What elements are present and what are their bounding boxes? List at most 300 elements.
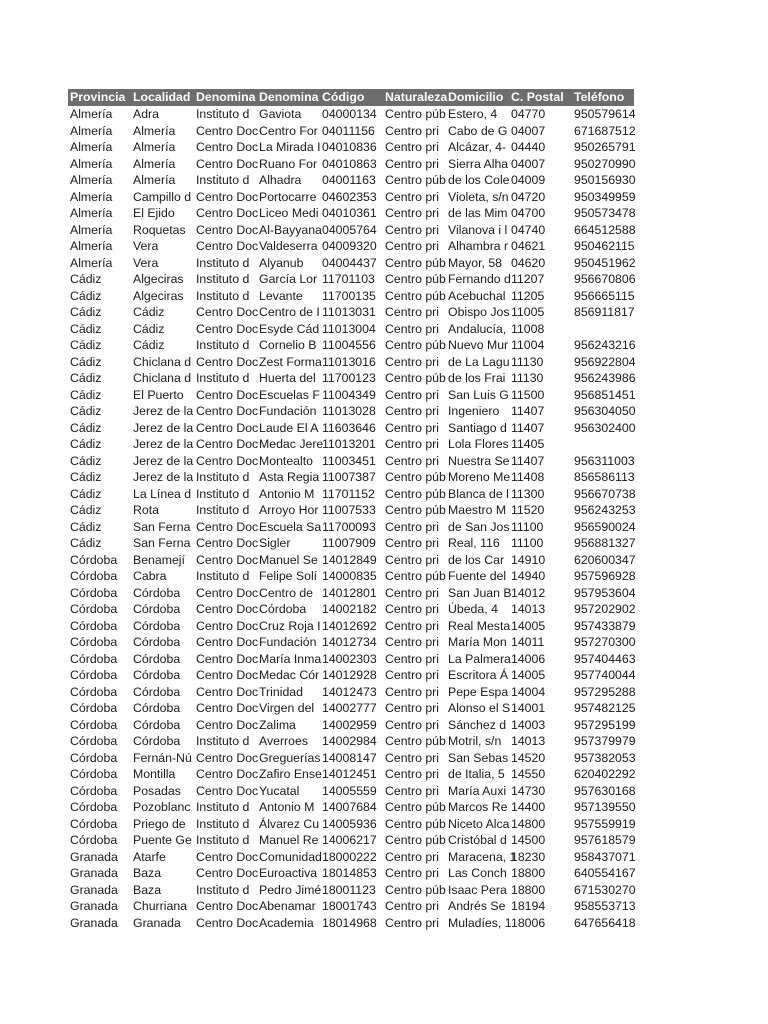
- cell-codigo-postal: 11300: [511, 486, 545, 501]
- header-row: [68, 89, 634, 106]
- cell-domicilio: Niceto Alca: [448, 816, 510, 831]
- cell-telefono: 956302400: [574, 420, 636, 435]
- cell-denominacion-generica: Centro Doc: [196, 140, 259, 154]
- cell-domicilio: Real, 116: [448, 536, 500, 550]
- cell-denominacion-generica: Centro Doc: [196, 717, 259, 732]
- cell-telefono: 620402292: [574, 767, 636, 781]
- table-row: [68, 222, 634, 239]
- cell-localidad: Jerez de la: [133, 420, 194, 435]
- cell-naturaleza: Centro pri: [385, 783, 439, 798]
- cell-codigo: 18014968: [322, 915, 377, 930]
- table-row: [68, 304, 634, 321]
- cell-telefono: 957596928: [574, 569, 636, 583]
- cell-codigo: 11701152: [322, 486, 375, 501]
- cell-codigo-postal: 14011: [511, 635, 545, 649]
- cell-domicilio: de los Cole: [448, 173, 510, 187]
- cell-telefono: 950270990: [574, 156, 636, 171]
- cell-telefono: 956243216: [574, 338, 636, 352]
- cell-localidad: Chiclana d: [133, 371, 192, 385]
- cell-provincia: Granada: [70, 882, 118, 897]
- cell-codigo: 14002984: [322, 734, 377, 748]
- cell-denominacion-especifica: Esyde Cád: [259, 321, 320, 336]
- cell-codigo: 11701103: [322, 272, 375, 286]
- cell-provincia: Cádiz: [70, 420, 102, 435]
- cell-domicilio: Nuestra Se: [448, 453, 510, 468]
- cell-codigo: 04011156: [322, 123, 375, 138]
- cell-denominacion-especifica: Greguerías: [259, 750, 321, 765]
- cell-denominacion-generica: Centro Doc: [196, 684, 259, 699]
- cell-telefono: 950451962: [574, 255, 636, 270]
- cell-provincia: Cádiz: [70, 536, 102, 550]
- cell-provincia: Almería: [70, 140, 113, 154]
- cell-codigo: 04005764: [322, 222, 377, 237]
- cell-codigo-postal: 11004: [511, 338, 545, 352]
- table-row: [68, 568, 634, 585]
- table-row: [68, 733, 634, 750]
- table-row: [68, 519, 634, 536]
- table-row: [68, 255, 634, 272]
- cell-codigo: 04004437: [322, 255, 377, 270]
- header-telefono: Teléfono: [572, 89, 634, 106]
- cell-codigo: 11013004: [322, 321, 376, 336]
- cell-denominacion-especifica: Alhadra: [259, 173, 302, 187]
- cell-naturaleza: Centro pri: [385, 437, 439, 451]
- cell-denominacion-generica: Centro Doc: [196, 156, 259, 171]
- cell-codigo: 04010836: [322, 140, 377, 154]
- table-row: [68, 618, 634, 635]
- table-row: [68, 750, 634, 767]
- cell-localidad: El Ejido: [133, 206, 175, 220]
- cell-naturaleza: Centro pri: [385, 618, 439, 633]
- table-row: [68, 717, 634, 734]
- cell-localidad: Almería: [133, 123, 176, 138]
- cell-localidad: Almería: [133, 173, 176, 187]
- cell-denominacion-especifica: Fundación: [259, 404, 317, 418]
- table-row: [68, 205, 634, 222]
- cell-provincia: Córdoba: [70, 552, 118, 567]
- cell-naturaleza: Centro púb: [385, 338, 446, 352]
- cell-domicilio: de los Car: [448, 552, 505, 567]
- cell-telefono: 664512588: [574, 222, 636, 237]
- cell-denominacion-generica: Centro Doc: [196, 206, 259, 220]
- cell-telefono: 957630168: [574, 783, 636, 798]
- cell-codigo: 18001123: [322, 882, 376, 897]
- cell-denominacion-especifica: Antonio M: [259, 486, 315, 501]
- cell-codigo-postal: 04740: [511, 222, 546, 237]
- cell-codigo-postal: 11407: [511, 453, 545, 468]
- cell-localidad: Baza: [133, 882, 162, 897]
- cell-denominacion-generica: Centro Doc: [196, 552, 259, 567]
- cell-denominacion-generica: Instituto d: [196, 288, 250, 303]
- cell-localidad: Jerez de la: [133, 404, 194, 418]
- cell-localidad: Montilla: [133, 767, 176, 781]
- cell-telefono: 956590024: [574, 519, 636, 534]
- cell-denominacion-generica: Instituto d: [196, 569, 250, 583]
- cell-codigo: 11013201: [322, 437, 376, 451]
- cell-naturaleza: Centro pri: [385, 750, 439, 765]
- cell-telefono: 958437071: [574, 849, 636, 864]
- cell-naturaleza: Centro pri: [385, 552, 439, 567]
- cell-localidad: Pozoblanc: [133, 800, 191, 814]
- cell-provincia: Almería: [70, 173, 113, 187]
- cell-naturaleza: Centro púb: [385, 569, 446, 583]
- cell-provincia: Almería: [70, 206, 113, 220]
- cell-domicilio: Fernando d: [448, 272, 511, 286]
- cell-naturaleza: Centro pri: [385, 354, 439, 369]
- table-row: [68, 898, 634, 915]
- cell-codigo-postal: 11130: [511, 354, 544, 369]
- cell-provincia: Cádiz: [70, 288, 102, 303]
- cell-denominacion-generica: Instituto d: [196, 255, 250, 270]
- cell-localidad: Rota: [133, 503, 159, 517]
- cell-localidad: Adra: [133, 107, 159, 121]
- cell-naturaleza: Centro pri: [385, 651, 439, 666]
- cell-domicilio: Andrés Se: [448, 899, 506, 913]
- cell-denominacion-generica: Centro Doc: [196, 536, 259, 550]
- cell-telefono: 957482125: [574, 701, 636, 715]
- cell-naturaleza: Centro pri: [385, 519, 439, 534]
- cell-codigo-postal: 04770: [511, 107, 546, 121]
- cell-codigo: 14000835: [322, 569, 377, 583]
- cell-naturaleza: Centro pri: [385, 305, 439, 319]
- cell-denominacion-especifica: Sigler: [259, 536, 291, 550]
- cell-localidad: Córdoba: [133, 701, 181, 715]
- cell-telefono: [572, 436, 634, 453]
- cell-codigo-postal: 04700: [511, 206, 546, 220]
- cell-naturaleza: Centro pri: [385, 140, 439, 154]
- cell-provincia: Córdoba: [70, 734, 118, 748]
- cell-denominacion-especifica: Montealto: [259, 453, 314, 468]
- cell-localidad: Córdoba: [133, 684, 181, 699]
- cell-codigo-postal: 11405: [511, 437, 545, 451]
- cell-codigo-postal: 11407: [511, 420, 545, 435]
- cell-naturaleza: Centro púb: [385, 734, 446, 748]
- cell-denominacion-generica: Instituto d: [196, 734, 250, 748]
- table-row: [68, 370, 634, 387]
- cell-denominacion-generica: Centro Doc: [196, 602, 259, 616]
- cell-naturaleza: Centro púb: [385, 107, 446, 121]
- table-row: [68, 783, 634, 800]
- cell-telefono: 950156930: [574, 173, 636, 187]
- header-denominacion-generica: Denomina: [196, 90, 256, 104]
- cell-codigo: 11700093: [322, 519, 376, 534]
- cell-denominacion-especifica: Escuelas F: [259, 387, 320, 402]
- cell-domicilio: de San Jos: [448, 519, 510, 534]
- cell-denominacion-generica: Centro Doc: [196, 123, 259, 138]
- cell-telefono: 956851451: [574, 387, 636, 402]
- cell-codigo: 14012801: [322, 585, 377, 600]
- cell-localidad: Granada: [133, 915, 181, 930]
- table-row: [68, 585, 634, 602]
- cell-domicilio: Alonso el S: [448, 701, 511, 715]
- cell-naturaleza: Centro púb: [385, 371, 446, 385]
- cell-codigo: 14007684: [322, 800, 377, 814]
- table-row: [68, 337, 634, 354]
- cell-codigo-postal: 14910: [511, 552, 546, 567]
- cell-localidad: Puente Ge: [133, 833, 192, 847]
- cell-naturaleza: Centro pri: [385, 239, 439, 253]
- cell-telefono: 956881327: [574, 536, 636, 550]
- cell-provincia: Córdoba: [70, 668, 118, 682]
- cell-naturaleza: Centro púb: [385, 288, 446, 303]
- cell-codigo: 14012849: [322, 552, 377, 567]
- cell-denominacion-especifica: Ruano For: [259, 156, 318, 171]
- cell-provincia: Córdoba: [70, 602, 118, 616]
- cell-provincia: Cádiz: [70, 338, 102, 352]
- cell-codigo-postal: 04007: [511, 123, 546, 138]
- cell-codigo-postal: 14940: [511, 569, 546, 583]
- cell-domicilio: de las Mim: [448, 206, 508, 220]
- cell-localidad: Posadas: [133, 783, 181, 798]
- table-row: [68, 469, 634, 486]
- cell-localidad: Córdoba: [133, 602, 181, 616]
- cell-codigo-postal: 18194: [511, 899, 546, 913]
- cell-denominacion-especifica: García Lor: [259, 272, 318, 286]
- cell-codigo: 14005936: [322, 816, 377, 831]
- cell-denominacion-especifica: La Mirada I: [259, 140, 321, 154]
- cell-provincia: Córdoba: [70, 585, 118, 600]
- cell-telefono: 647656418: [574, 915, 636, 930]
- cell-telefono: 957404463: [574, 651, 636, 666]
- table-row: [68, 832, 634, 849]
- cell-provincia: Almería: [70, 156, 113, 171]
- cell-codigo: 14008147: [322, 750, 377, 765]
- cell-codigo: 14012734: [322, 635, 377, 649]
- cell-denominacion-especifica: Álvarez Cu: [259, 816, 320, 831]
- cell-codigo: 11007387: [322, 470, 376, 484]
- cell-provincia: Cádiz: [70, 486, 102, 501]
- cell-localidad: Cádiz: [133, 338, 165, 352]
- cell-codigo-postal: 14005: [511, 668, 546, 682]
- cell-telefono: 957379979: [574, 734, 636, 748]
- table-row: [68, 651, 634, 668]
- cell-denominacion-especifica: Antonio M: [259, 800, 315, 814]
- table-row: [68, 403, 634, 420]
- cell-domicilio: Úbeda, 4: [448, 602, 498, 616]
- cell-denominacion-generica: Instituto d: [196, 816, 250, 831]
- cell-telefono: 950349959: [574, 189, 636, 204]
- cell-domicilio: Acebuchal: [448, 288, 506, 303]
- cell-localidad: Córdoba: [133, 668, 181, 682]
- cell-denominacion-especifica: Manuel Se: [259, 552, 318, 567]
- cell-codigo-postal: 11207: [511, 272, 545, 286]
- cell-denominacion-especifica: Gaviota: [259, 107, 302, 121]
- table-row: [68, 139, 634, 156]
- cell-provincia: Córdoba: [70, 635, 118, 649]
- cell-codigo-postal: 04621: [511, 239, 546, 253]
- cell-telefono: 956665115: [574, 288, 635, 303]
- cell-localidad: Roquetas: [133, 222, 186, 237]
- cell-provincia: Cádiz: [70, 354, 102, 369]
- cell-domicilio: Blanca de l: [448, 486, 509, 501]
- cell-denominacion-generica: Instituto d: [196, 173, 250, 187]
- cell-denominacion-generica: Instituto d: [196, 503, 250, 517]
- cell-domicilio: Lola Flores: [448, 437, 509, 451]
- cell-codigo: 14012928: [322, 668, 377, 682]
- cell-denominacion-especifica: Centro For: [259, 123, 318, 138]
- cell-denominacion-especifica: Valdeserra: [259, 239, 318, 253]
- cell-denominacion-generica: Centro Doc: [196, 701, 259, 715]
- cell-codigo-postal: 18006: [511, 915, 546, 930]
- cell-telefono: 956311003: [574, 453, 635, 468]
- table-row: [68, 915, 634, 932]
- cell-denominacion-especifica: Asta Regia: [259, 470, 320, 484]
- cell-domicilio: Las Conch: [448, 866, 507, 880]
- cell-domicilio: Moreno Me: [448, 470, 511, 484]
- cell-naturaleza: Centro pri: [385, 668, 439, 682]
- header-codigo: Código: [320, 89, 383, 106]
- cell-telefono: 957382053: [574, 750, 636, 765]
- cell-codigo-postal: 14006: [511, 651, 546, 666]
- cell-codigo: 11013028: [322, 404, 376, 418]
- table-row: [68, 436, 634, 453]
- cell-telefono: 640554167: [574, 866, 636, 880]
- cell-domicilio: Violeta, s/n: [448, 189, 509, 204]
- cell-denominacion-generica: Centro Doc: [196, 437, 259, 451]
- cell-codigo: 04602353: [322, 189, 377, 204]
- cell-denominacion-generica: Centro Doc: [196, 404, 259, 418]
- cell-codigo: 04009320: [322, 239, 377, 253]
- cell-denominacion-especifica: Huerta del: [259, 371, 316, 385]
- cell-localidad: El Puerto: [133, 387, 184, 402]
- table-row: [68, 189, 634, 206]
- cell-domicilio: Sánchez d: [448, 717, 507, 732]
- cell-provincia: Córdoba: [70, 750, 118, 765]
- cell-provincia: Córdoba: [70, 833, 118, 847]
- cell-localidad: Campillo d: [133, 189, 192, 204]
- table-row: [68, 865, 634, 882]
- cell-domicilio: María Auxi: [448, 783, 507, 798]
- cell-provincia: Granada: [70, 866, 118, 880]
- cell-provincia: Córdoba: [70, 783, 118, 798]
- cell-denominacion-generica: Centro Doc: [196, 635, 259, 649]
- cell-localidad: Baza: [133, 866, 162, 880]
- cell-naturaleza: Centro púb: [385, 800, 446, 814]
- cell-denominacion-especifica: Centro de: [259, 585, 314, 600]
- cell-codigo: 14002182: [322, 602, 377, 616]
- cell-denominacion-generica: Centro Doc: [196, 387, 259, 402]
- cell-domicilio: Isaac Pera: [448, 882, 507, 897]
- cell-naturaleza: Centro pri: [385, 387, 439, 402]
- cell-codigo-postal: 11407: [511, 404, 545, 418]
- cell-provincia: Córdoba: [70, 800, 118, 814]
- cell-codigo: 14012451: [322, 767, 377, 781]
- cell-domicilio: Ingeniero: [448, 404, 500, 418]
- cell-denominacion-generica: Centro Doc: [196, 767, 259, 781]
- cell-codigo: 11004349: [322, 387, 376, 402]
- table-row: [68, 766, 634, 783]
- cell-codigo-postal: 14730: [511, 783, 546, 798]
- cell-domicilio: de Italia, 5: [448, 767, 505, 781]
- cell-denominacion-especifica: Pedro Jimé: [259, 882, 322, 897]
- cell-provincia: Córdoba: [70, 701, 118, 715]
- cell-provincia: Almería: [70, 239, 113, 253]
- cell-denominacion-especifica: Zest Forma: [259, 354, 322, 369]
- table-row: [68, 601, 634, 618]
- cell-codigo: 14012692: [322, 618, 377, 633]
- cell-codigo: 11013031: [322, 305, 376, 319]
- cell-provincia: Almería: [70, 189, 113, 204]
- cell-domicilio: Real Mesta: [448, 618, 511, 633]
- header-codigo-postal: C. Postal: [509, 89, 572, 106]
- cell-localidad: Cádiz: [133, 321, 165, 336]
- table-row: [68, 535, 634, 552]
- cell-telefono: 956304050: [574, 404, 636, 418]
- cell-telefono: 671687512: [574, 123, 636, 138]
- table-row: [68, 453, 634, 470]
- cell-domicilio: Maestro M: [448, 503, 507, 517]
- cell-domicilio: Andalucía,: [448, 321, 507, 336]
- cell-denominacion-generica: Centro Doc: [196, 668, 259, 682]
- cell-naturaleza: Centro púb: [385, 173, 446, 187]
- cell-provincia: Cádiz: [70, 305, 102, 319]
- cell-localidad: Fernán-Nú: [133, 750, 192, 765]
- cell-denominacion-generica: Centro Doc: [196, 915, 259, 930]
- table-row: [68, 634, 634, 651]
- table-row: [68, 321, 634, 338]
- cell-denominacion-especifica: Medac Jere: [259, 437, 324, 451]
- table-row: [68, 271, 634, 288]
- cell-denominacion-generica: Instituto d: [196, 800, 250, 814]
- cell-localidad: Cabra: [133, 569, 167, 583]
- spreadsheet: [68, 89, 634, 931]
- table-row: [68, 156, 634, 173]
- cell-domicilio: Fuente del: [448, 569, 507, 583]
- cell-codigo: 11603646: [322, 420, 376, 435]
- cell-denominacion-especifica: Yucatal: [259, 783, 300, 798]
- cell-telefono: 950265791: [574, 140, 636, 154]
- cell-denominacion-generica: Instituto d: [196, 371, 250, 385]
- cell-localidad: Córdoba: [133, 585, 181, 600]
- cell-denominacion-especifica: Laude El A: [259, 420, 319, 435]
- cell-denominacion-especifica: Zalima: [259, 717, 296, 732]
- cell-naturaleza: Centro pri: [385, 915, 439, 930]
- cell-denominacion-generica: Centro Doc: [196, 354, 259, 369]
- cell-denominacion-especifica: Córdoba: [259, 602, 307, 616]
- cell-provincia: Cádiz: [70, 470, 102, 484]
- cell-naturaleza: Centro pri: [385, 866, 439, 880]
- cell-codigo: 04010863: [322, 156, 377, 171]
- cell-denominacion-especifica: Cornelio B: [259, 338, 317, 352]
- cell-codigo-postal: 04720: [511, 189, 546, 204]
- cell-domicilio: Escritora Á: [448, 668, 509, 682]
- cell-domicilio: Vilanova i l: [448, 222, 508, 237]
- cell-denominacion-generica: Centro Doc: [196, 519, 259, 534]
- header-provincia: Provincia: [68, 89, 131, 106]
- cell-denominacion-especifica: Portocarre: [259, 189, 317, 204]
- cell-codigo-postal: 14800: [511, 816, 546, 831]
- table-row: [68, 288, 634, 305]
- cell-telefono: 958553713: [574, 899, 636, 913]
- cell-domicilio: María Mon: [448, 635, 507, 649]
- cell-denominacion-especifica: Medac Cór: [259, 668, 320, 682]
- cell-localidad: Córdoba: [133, 651, 181, 666]
- cell-telefono: 620600347: [574, 552, 636, 567]
- cell-codigo-postal: 04009: [511, 173, 546, 187]
- cell-domicilio: La Palmera: [448, 651, 511, 666]
- cell-domicilio: Alhambra r: [448, 239, 509, 253]
- cell-codigo-postal: 11100: [511, 519, 544, 534]
- cell-denominacion-generica: Centro Doc: [196, 651, 259, 666]
- cell-telefono: 957295288: [574, 684, 636, 699]
- cell-codigo: 18001743: [322, 899, 377, 913]
- table-row: [68, 123, 634, 140]
- table-row: [68, 387, 634, 404]
- cell-codigo-postal: 14001: [511, 701, 546, 715]
- cell-provincia: Cádiz: [70, 321, 102, 336]
- cell-denominacion-generica: Instituto d: [196, 338, 250, 352]
- cell-codigo: 04000134: [322, 107, 377, 121]
